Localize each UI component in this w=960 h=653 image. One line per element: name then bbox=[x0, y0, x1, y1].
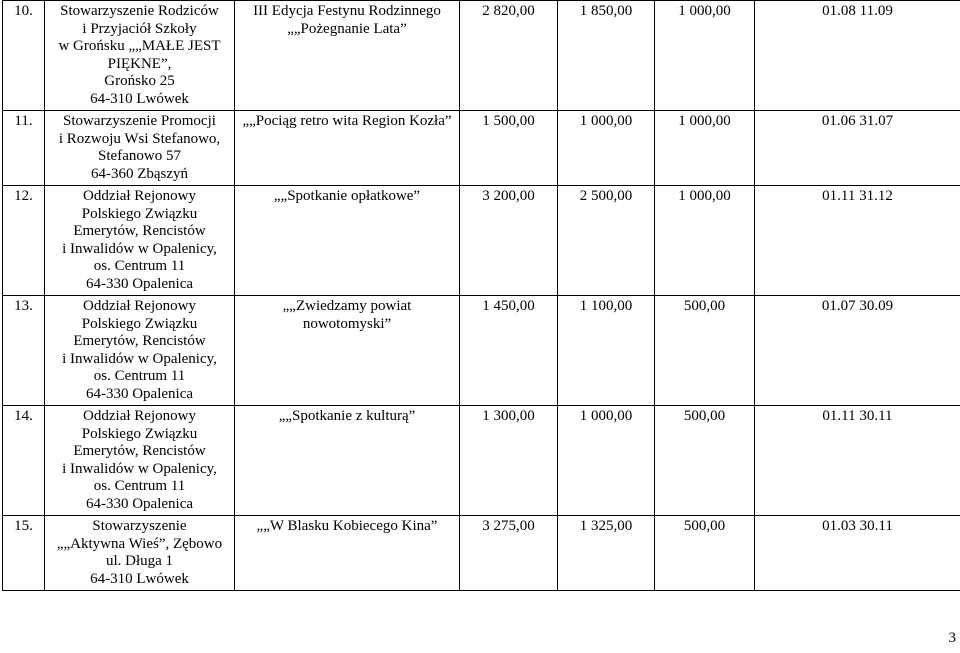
row-number-cell bbox=[3, 516, 45, 591]
grant-amount: 500,00 bbox=[683, 518, 726, 534]
organization-line: Emerytów, Rencistów bbox=[73, 333, 206, 349]
organization-line: 64-330 Opalenica bbox=[85, 385, 194, 402]
table-row bbox=[3, 1, 960, 111]
organization-line: 64-330 Opalenica bbox=[85, 275, 194, 292]
organization-cell bbox=[45, 516, 235, 591]
period: 01.11 31.12 bbox=[822, 188, 893, 204]
row-number-cell bbox=[3, 186, 45, 296]
table-row bbox=[3, 406, 960, 516]
grant-amount: 500,00 bbox=[683, 298, 726, 314]
total-cost: 3 275,00 bbox=[482, 518, 535, 534]
period: 01.11 30.11 bbox=[822, 408, 893, 424]
organization-cell bbox=[45, 1, 235, 111]
total-cost-cell bbox=[460, 516, 558, 591]
organization-line: PIĘKNE”, bbox=[107, 55, 172, 72]
organization-line: Oddział Rejonowy bbox=[83, 188, 196, 204]
period: 01.06 31.07 bbox=[821, 113, 894, 129]
row-number: 15. bbox=[14, 518, 33, 534]
own-contribution-cell bbox=[558, 1, 655, 111]
total-cost-cell bbox=[460, 186, 558, 296]
own-contribution: 1 000,00 bbox=[579, 408, 633, 424]
task-title-cell bbox=[235, 111, 460, 186]
task-title-line: „„Zwiedzamy powiat bbox=[282, 298, 412, 314]
table-row bbox=[3, 186, 960, 296]
organization-line: Polskiego Związku bbox=[81, 425, 198, 442]
table-row bbox=[3, 296, 960, 406]
row-number: 14. bbox=[14, 408, 33, 424]
row-number-cell bbox=[3, 296, 45, 406]
own-contribution: 1 850,00 bbox=[579, 3, 633, 19]
total-cost-cell bbox=[460, 296, 558, 406]
task-title-line: „„Spotkanie z kulturą” bbox=[278, 408, 416, 424]
organization-line: Stefanowo 57 bbox=[98, 148, 181, 164]
own-contribution: 1 325,00 bbox=[579, 518, 633, 534]
organization-line: Stowarzyszenie Promocji bbox=[63, 113, 216, 129]
task-title-cell bbox=[235, 1, 460, 111]
organization-line: os. Centrum 11 bbox=[93, 368, 186, 384]
task-title-line: „„W Blasku Kobiecego Kina” bbox=[256, 518, 438, 534]
grant-amount: 1 000,00 bbox=[678, 3, 731, 19]
period-cell bbox=[755, 406, 960, 516]
organization-line: os. Centrum 11 bbox=[93, 478, 186, 494]
table-row bbox=[3, 516, 960, 591]
grant-amount: 1 000,00 bbox=[678, 188, 731, 204]
task-title-cell bbox=[235, 186, 460, 296]
grants-table bbox=[2, 0, 960, 591]
total-cost-cell bbox=[460, 406, 558, 516]
organization-cell bbox=[45, 111, 235, 186]
task-title-line: III Edycja Festynu Rodzinnego bbox=[253, 3, 441, 19]
total-cost: 2 820,00 bbox=[482, 3, 535, 19]
task-title-line: „„Pożegnanie Lata” bbox=[287, 20, 407, 37]
grant-amount-cell bbox=[655, 186, 755, 296]
organization-line: Stowarzyszenie bbox=[92, 518, 187, 534]
task-title-cell bbox=[235, 296, 460, 406]
total-cost: 3 200,00 bbox=[482, 188, 535, 204]
task-title-cell bbox=[235, 406, 460, 516]
period: 01.03 30.11 bbox=[822, 518, 893, 534]
task-title-line: „„Pociąg retro wita Region Kozła” bbox=[242, 113, 452, 129]
period: 01.08 11.09 bbox=[822, 3, 893, 19]
row-number-cell bbox=[3, 111, 45, 186]
row-number-cell bbox=[3, 1, 45, 111]
task-title-line: „„Spotkanie opłatkowe” bbox=[273, 188, 421, 204]
grant-amount-cell bbox=[655, 111, 755, 186]
row-number: 12. bbox=[14, 188, 33, 204]
grants-table-body bbox=[3, 1, 960, 591]
own-contribution-cell bbox=[558, 406, 655, 516]
organization-line: 64-360 Zbąszyń bbox=[90, 165, 189, 182]
organization-line: Polskiego Związku bbox=[81, 205, 198, 222]
organization-cell bbox=[45, 186, 235, 296]
organization-line: i Inwalidów w Opalenicy, bbox=[62, 460, 217, 477]
period-cell bbox=[755, 296, 960, 406]
own-contribution: 1 000,00 bbox=[579, 113, 633, 129]
grant-amount-cell bbox=[655, 516, 755, 591]
organization-line: ul. Długa 1 bbox=[105, 553, 174, 569]
total-cost: 1 300,00 bbox=[482, 408, 535, 424]
organization-cell bbox=[45, 406, 235, 516]
period-cell bbox=[755, 1, 960, 111]
table-row bbox=[3, 111, 960, 186]
grant-amount-cell bbox=[655, 406, 755, 516]
total-cost: 1 500,00 bbox=[482, 113, 535, 129]
organization-line: Oddział Rejonowy bbox=[83, 408, 196, 424]
page-number: 3 bbox=[948, 630, 956, 646]
period-cell bbox=[755, 186, 960, 296]
organization-line: „„Aktywna Wieś”, Zębowo bbox=[56, 535, 223, 552]
organization-line: Emerytów, Rencistów bbox=[73, 443, 206, 459]
period-cell bbox=[755, 111, 960, 186]
grant-amount-cell bbox=[655, 296, 755, 406]
row-number: 10. bbox=[14, 3, 33, 19]
organization-line: i Przyjaciół Szkoły bbox=[82, 20, 197, 37]
organization-line: i Inwalidów w Opalenicy, bbox=[62, 240, 217, 257]
task-title-line: nowotomyski” bbox=[302, 315, 392, 332]
organization-cell bbox=[45, 296, 235, 406]
organization-line: Grońsko 25 bbox=[104, 73, 175, 89]
row-number: 13. bbox=[14, 298, 33, 314]
total-cost: 1 450,00 bbox=[482, 298, 535, 314]
organization-line: Oddział Rejonowy bbox=[83, 298, 196, 314]
grant-amount-cell bbox=[655, 1, 755, 111]
own-contribution: 1 100,00 bbox=[579, 298, 633, 314]
total-cost-cell bbox=[460, 1, 558, 111]
period-cell bbox=[755, 516, 960, 591]
period: 01.07 30.09 bbox=[821, 298, 894, 314]
own-contribution-cell bbox=[558, 296, 655, 406]
organization-line: w Grońsku „„MAŁE JEST bbox=[58, 38, 221, 54]
organization-line: Emerytów, Rencistów bbox=[73, 223, 206, 239]
grant-amount: 1 000,00 bbox=[678, 113, 731, 129]
organization-line: os. Centrum 11 bbox=[93, 258, 186, 274]
total-cost-cell bbox=[460, 111, 558, 186]
own-contribution: 2 500,00 bbox=[579, 188, 633, 204]
organization-line: 64-310 Lwówek bbox=[90, 570, 189, 587]
task-title-cell bbox=[235, 516, 460, 591]
organization-line: Stowarzyszenie Rodziców bbox=[60, 3, 219, 19]
organization-line: 64-330 Opalenica bbox=[85, 495, 194, 512]
grant-amount: 500,00 bbox=[683, 408, 726, 424]
organization-line: Polskiego Związku bbox=[81, 315, 198, 332]
organization-line: 64-310 Lwówek bbox=[90, 90, 189, 107]
row-number: 11. bbox=[14, 113, 33, 129]
organization-line: i Rozwoju Wsi Stefanowo, bbox=[58, 130, 221, 147]
own-contribution-cell bbox=[558, 186, 655, 296]
organization-line: i Inwalidów w Opalenicy, bbox=[62, 350, 217, 367]
row-number-cell bbox=[3, 406, 45, 516]
own-contribution-cell bbox=[558, 111, 655, 186]
own-contribution-cell bbox=[558, 516, 655, 591]
